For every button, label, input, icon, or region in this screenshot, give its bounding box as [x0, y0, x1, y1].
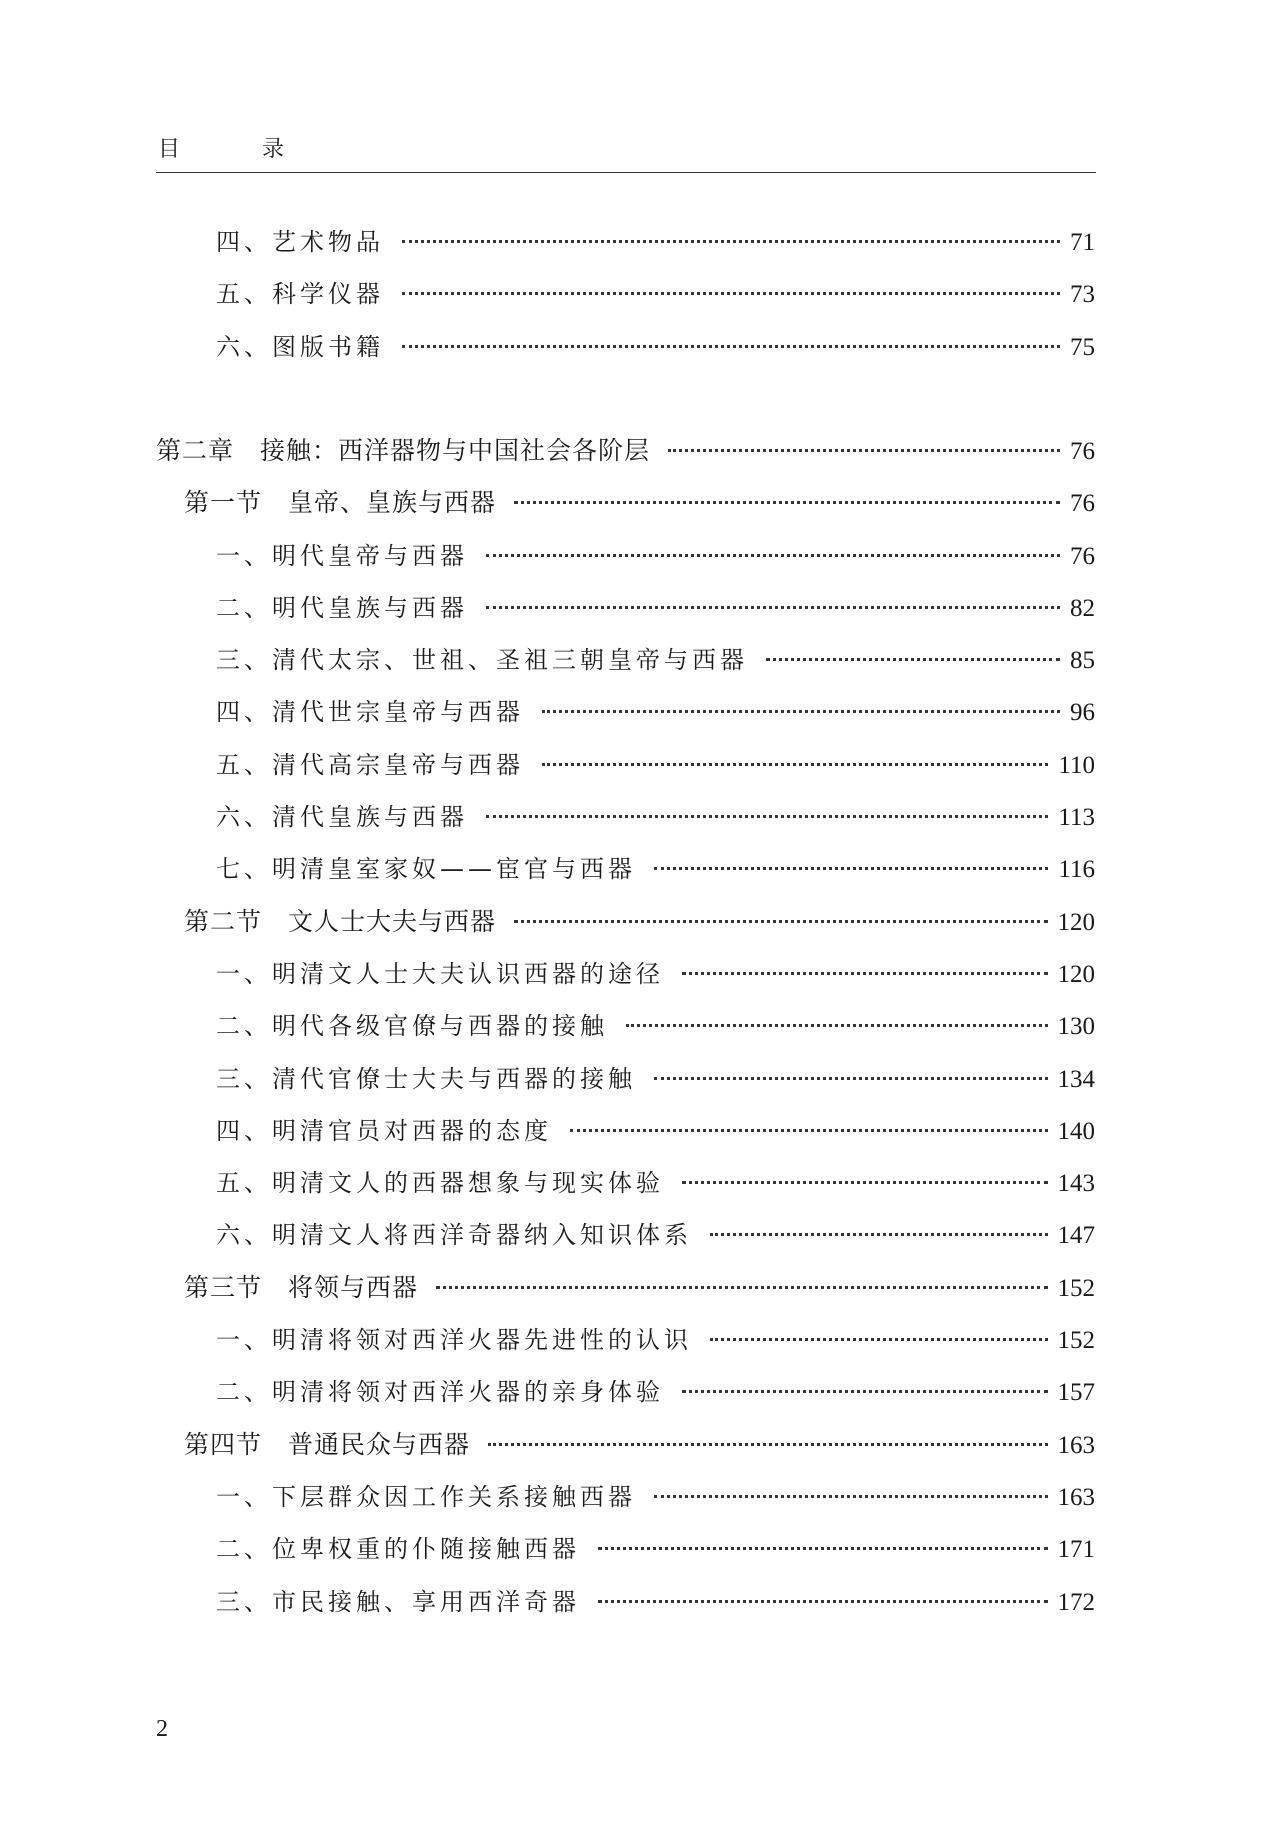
toc-entry-item[interactable]: [216, 1320, 1095, 1360]
toc-entry-title: 二、明代皇族与西器: [216, 593, 468, 622]
toc-entry-item[interactable]: [216, 745, 1095, 785]
toc-entry-page: 113: [1058, 804, 1095, 831]
toc-entry-title: 一、明清将领对西洋火器先进性的认识: [216, 1326, 692, 1354]
toc-entry-page: 76: [1070, 437, 1095, 465]
toc-entry-item[interactable]: [216, 1477, 1095, 1517]
toc-entry-page: 140: [1057, 1117, 1095, 1145]
toc-entry-item[interactable]: [216, 849, 1095, 889]
toc-entry-page: 71: [1070, 229, 1095, 256]
toc-entry-title: 三、清代太宗、世祖、圣祖三朝皇帝与西器: [216, 646, 748, 675]
toc-entry-page: 110: [1058, 751, 1095, 779]
toc-entry-page: 120: [1057, 908, 1095, 936]
toc-entry-page: 152: [1057, 1274, 1095, 1302]
toc-entry-title: 一、下层群众因工作关系接触西器: [216, 1482, 636, 1511]
toc-entry-page: 152: [1057, 1327, 1095, 1354]
toc-entry-title: 二、位卑权重的仆随接触西器: [216, 1535, 580, 1564]
toc-entry-title: 第二章 接触：西洋器物与中国社会各阶层: [156, 435, 651, 465]
toc-entry-page: 76: [1070, 542, 1095, 570]
toc-entry-item[interactable]: [216, 1059, 1095, 1099]
toc-entry-page: 73: [1070, 281, 1095, 309]
dot-leader: [682, 972, 1048, 975]
toc-entry-page: 96: [1070, 699, 1095, 727]
toc-entry-title: 四、明清官员对西器的态度: [216, 1116, 552, 1145]
toc-entry-title: 五、清代高宗皇帝与西器: [216, 750, 524, 779]
page-number: 2: [156, 1716, 168, 1742]
toc-entry-item[interactable]: [216, 1006, 1095, 1046]
toc-entry-item[interactable]: [216, 954, 1095, 994]
toc-entry-item[interactable]: [216, 797, 1095, 837]
toc-entry-page: 82: [1070, 594, 1095, 622]
toc-entry-title: 第二节 文人士大夫与西器: [184, 906, 497, 936]
toc-entry-page: 76: [1070, 490, 1095, 518]
toc-entry-item[interactable]: [216, 274, 1095, 314]
dot-leader: [598, 1547, 1048, 1550]
dot-leader: [488, 1443, 1047, 1446]
toc-entry-title: 六、清代皇族与西器: [216, 803, 468, 831]
dot-leader: [682, 1181, 1048, 1184]
toc-entry-page: 171: [1057, 1536, 1095, 1564]
toc-entry-title: 二、明清将领对西洋火器的亲身体验: [216, 1378, 664, 1407]
toc-entry-chapter[interactable]: [156, 431, 1095, 471]
toc-entry-title: 五、明清文人的西器想象与现实体验: [216, 1169, 664, 1198]
toc-entry-section[interactable]: [184, 902, 1095, 942]
toc-entry-item[interactable]: [216, 222, 1095, 262]
toc-entry-title: 一、明清文人士大夫认识西器的途径: [216, 959, 664, 988]
dot-leader: [626, 1024, 1048, 1027]
dot-leader: [710, 1233, 1048, 1236]
dot-leader: [654, 867, 1048, 870]
toc-entry-page: 143: [1057, 1170, 1095, 1198]
toc-entry-title: 二、明代各级官僚与西器的接触: [216, 1012, 608, 1041]
running-head: 目 录: [158, 137, 315, 162]
toc-entry-title: 六、图版书籍: [216, 332, 384, 361]
toc-entry-title: 五、科学仪器: [216, 280, 384, 309]
dot-leader: [514, 501, 1060, 504]
dot-leader: [682, 1390, 1048, 1393]
toc-entry-item[interactable]: [216, 1215, 1095, 1255]
toc-entry-section[interactable]: [184, 1268, 1095, 1308]
toc-entry-page: 134: [1057, 1065, 1095, 1093]
toc-entry-page: 75: [1070, 333, 1095, 361]
toc-entry-title: 四、清代世宗皇帝与西器: [216, 698, 524, 727]
toc-entry-item[interactable]: [216, 588, 1095, 628]
toc-entry-title: 第四节 普通民众与西器: [184, 1429, 471, 1459]
toc-entry-page: 147: [1057, 1222, 1095, 1250]
toc-entry-title: 七、明清皇室家奴——宦官与西器: [216, 855, 636, 884]
dot-leader: [654, 1077, 1048, 1080]
dot-leader: [598, 1600, 1048, 1603]
toc-entry-title: 六、明清文人将西洋奇器纳入知识体系: [216, 1221, 692, 1250]
dot-leader: [402, 240, 1060, 243]
dot-leader: [514, 920, 1047, 923]
dot-leader: [402, 292, 1060, 295]
toc-entry-item[interactable]: [216, 1529, 1095, 1569]
dot-leader: [402, 345, 1060, 348]
toc-entry-item[interactable]: [216, 536, 1095, 576]
toc-entry-title: 一、明代皇帝与西器: [216, 541, 468, 570]
dot-leader: [766, 658, 1060, 661]
toc-entry-title: 三、市民接触、享用西洋奇器: [216, 1587, 580, 1616]
toc-entry-page: 85: [1070, 647, 1095, 675]
toc-entry-section[interactable]: [184, 1425, 1095, 1465]
dot-leader: [570, 1129, 1048, 1132]
toc-entry-title: 三、清代官僚士大夫与西器的接触: [216, 1064, 636, 1093]
toc-entry-item[interactable]: [216, 692, 1095, 732]
dot-leader: [542, 710, 1060, 713]
toc-entry-page: 116: [1058, 856, 1095, 884]
toc-entry-page: 163: [1057, 1431, 1095, 1459]
dot-leader: [486, 606, 1060, 609]
toc-entry-item[interactable]: [216, 1582, 1095, 1622]
toc-entry-item[interactable]: [216, 1372, 1095, 1412]
toc-entry-title: 第三节 将领与西器: [184, 1272, 419, 1302]
toc-entry-page: 120: [1057, 960, 1095, 988]
toc-entry-page: 157: [1057, 1379, 1095, 1407]
toc-entry-item[interactable]: [216, 1163, 1095, 1203]
dot-leader: [668, 449, 1060, 452]
dot-leader: [486, 815, 1048, 818]
toc-entry-page: 163: [1057, 1483, 1095, 1511]
dot-leader: [654, 1495, 1048, 1498]
dot-leader: [436, 1286, 1047, 1289]
toc-entry-item[interactable]: [216, 640, 1095, 680]
toc-entry-section[interactable]: [184, 483, 1095, 523]
toc-entry-title: 第一节 皇帝、皇族与西器: [184, 488, 497, 518]
toc-entry-item[interactable]: [216, 327, 1095, 367]
header-rule: [156, 172, 1096, 173]
toc-entry-title: 四、艺术物品: [216, 228, 384, 256]
dot-leader: [486, 554, 1060, 557]
toc-entry-page: 172: [1057, 1588, 1095, 1616]
toc-entry-page: 130: [1057, 1013, 1095, 1041]
dot-leader: [542, 763, 1048, 766]
toc-entry-item[interactable]: [216, 1111, 1095, 1151]
dot-leader: [710, 1338, 1048, 1341]
